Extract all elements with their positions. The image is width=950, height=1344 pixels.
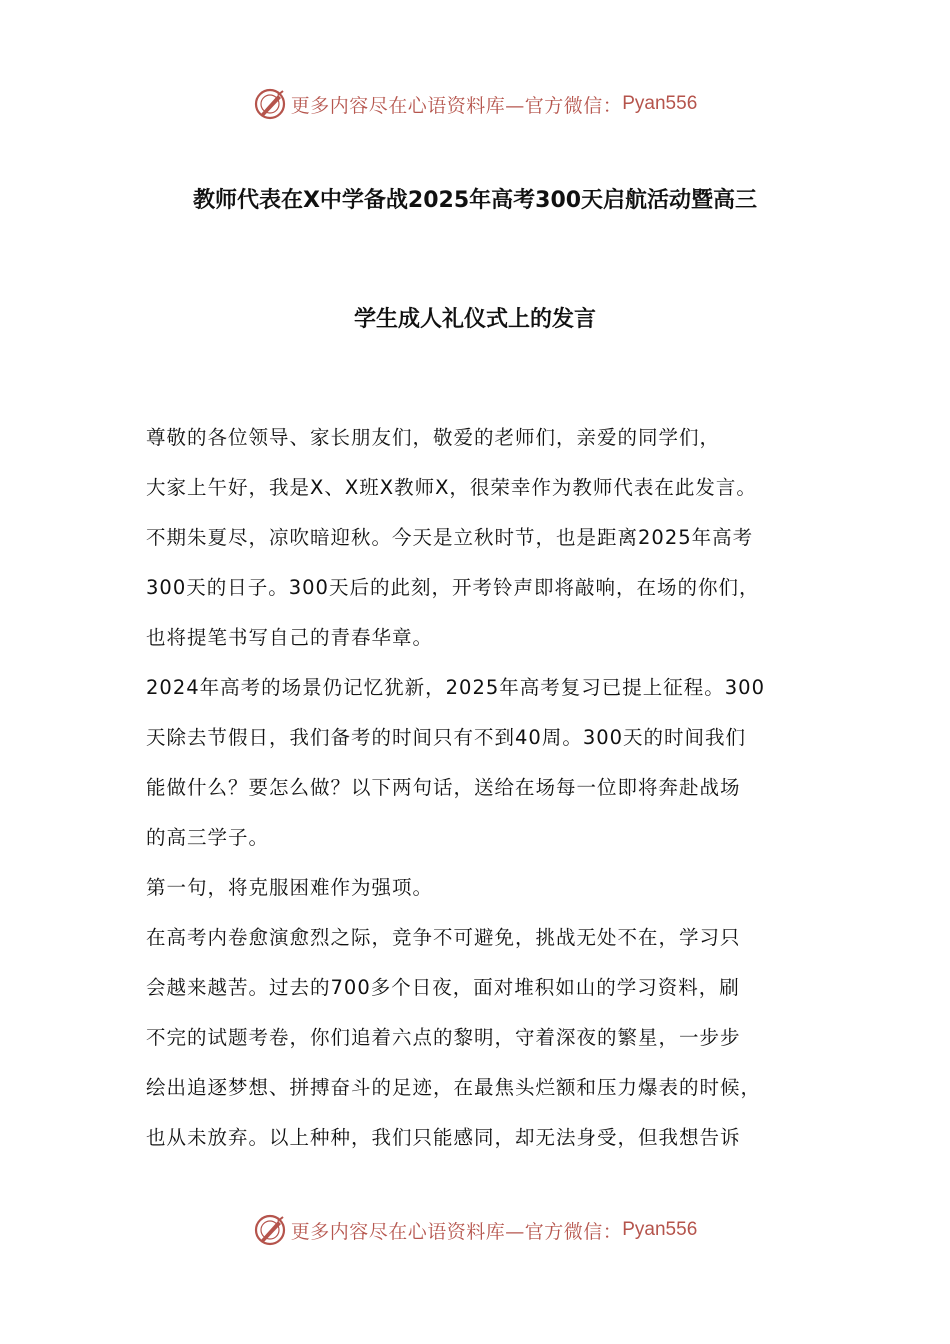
banner-text: 更多内容尽在心语资料库—官方微信： (290, 94, 623, 117)
text-line: 的高三学子。 (146, 826, 270, 849)
footer-banner (0, 1210, 950, 1250)
text-line: 绘出追逐梦想、拼搏奋斗的足迹，在最焦头烂额和压力爆表的时候， (146, 1076, 762, 1099)
text-line: 第一句，将克服困难作为强项。 (146, 876, 434, 899)
text-line: 天除去节假日，我们备考的时间只有不到40周。300天的时间我们 (146, 726, 747, 749)
pen-logo-icon (253, 1213, 287, 1247)
pen-logo-icon (253, 87, 287, 121)
header-banner (0, 84, 950, 124)
text-line: 2024年高考的场景仍记忆犹新，2025年高考复习已提上征程。300 (146, 676, 765, 699)
banner-text: 更多内容尽在心语资料库—官方微信： (290, 1220, 623, 1243)
text-line: 能做什么？要怎么做？以下两句话，送给在场每一位即将奔赴战场 (146, 776, 741, 799)
text-line: 在高考内卷愈演愈烈之际，竞争不可避免，挑战无处不在，学习只 (146, 926, 741, 949)
text-line: 大家上午好，我是X、X班X教师X，很荣幸作为教师代表在此发言。 (146, 476, 757, 499)
text-line: 尊敬的各位领导、家长朋友们，敬爱的老师们，亲爱的同学们， (146, 426, 721, 449)
text-line: 300天的日子。300天后的此刻，开考铃声即将敲响，在场的你们， (146, 576, 760, 599)
wechat-id: Pyan556 (622, 1219, 698, 1240)
document-title-line-1: 教师代表在X中学备战2025年高考300天启航活动暨高三 (192, 188, 758, 213)
text-line: 不期朱夏尽，凉吹暗迎秋。今天是立秋时节，也是距离2025年高考 (146, 526, 754, 549)
speech-body (146, 413, 836, 1163)
text-line: 也从未放弃。以上种种，我们只能感同，却无法身受，但我想告诉 (146, 1126, 741, 1149)
text-line: 不完的试题考卷，你们追着六点的黎明，守着深夜的繁星，一步步 (146, 1026, 741, 1049)
wechat-id: Pyan556 (622, 93, 698, 114)
document-title-line-2: 学生成人礼仪式上的发言 (353, 307, 596, 332)
text-line: 也将提笔书写自己的青春华章。 (146, 626, 434, 649)
text-line: 会越来越苦。过去的700多个日夜，面对堆积如山的学习资料，刷 (146, 976, 740, 999)
